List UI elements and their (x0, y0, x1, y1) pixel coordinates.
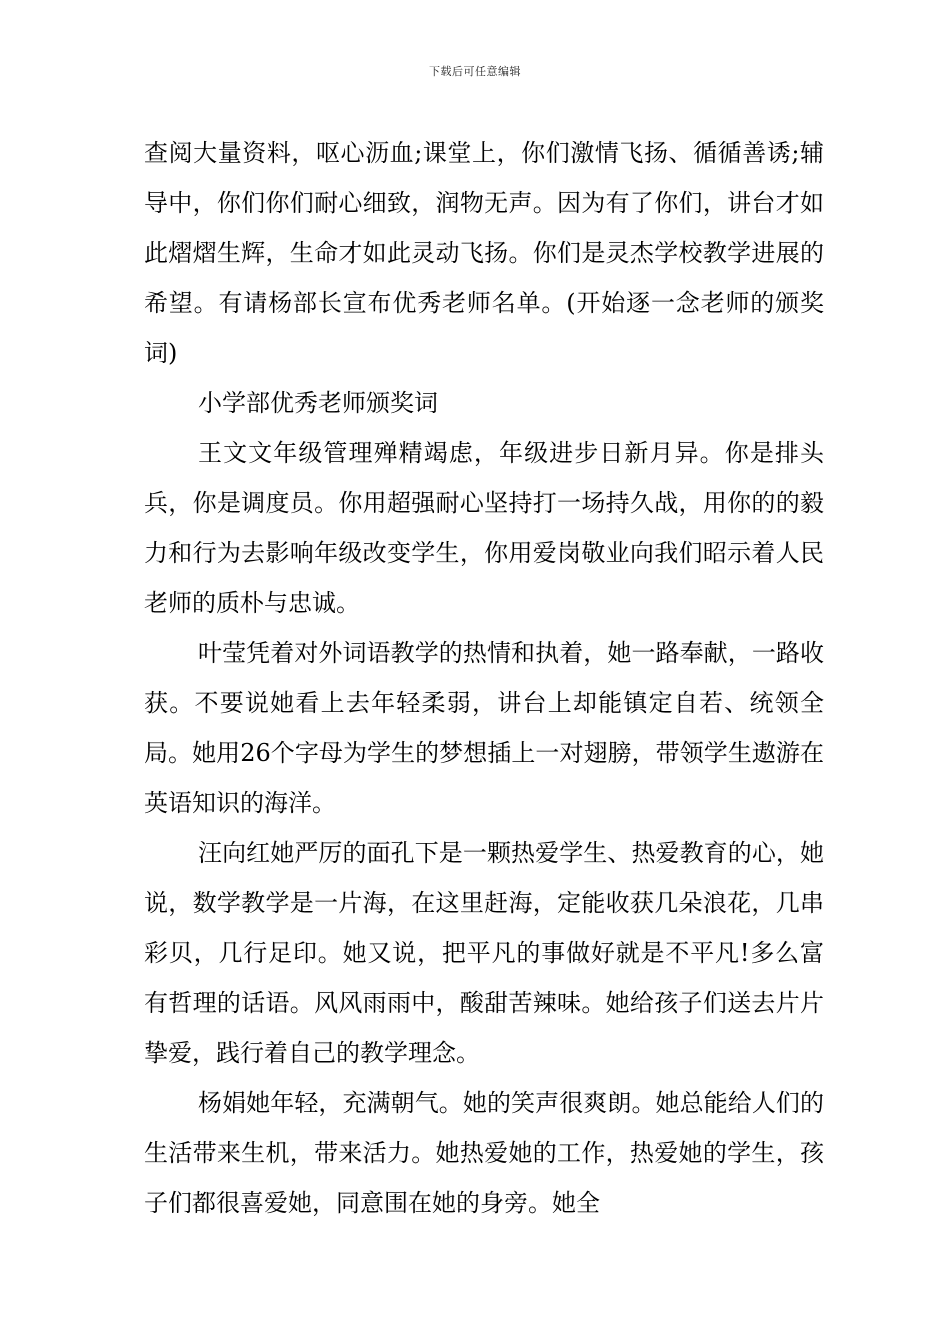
section-heading-awards: 小学部优秀老师颁奖词 (198, 389, 438, 417)
paragraph-award-yang: 杨娟她年轻，充满朝气。她的笑声很爽朗。她总能给人们的生活带来生机，带来活力。她热爱她的工作，热爱她的学生，孩子们都很喜爱她，同意围在她的身旁。她全 (144, 1089, 824, 1217)
paragraph-continuation: 查阅大量资料，呕心沥血;课堂上，你们激情飞扬、循循善诱;辅导中，你们你们耐心细致，润物无声。因为有了你们，讲台才如此熠熠生辉，生命才如此灵动飞扬。你们是灵杰学校教学进展的希望。有请杨部长宣布优秀老师名单。(开始逐一念老师的颁奖词) (144, 139, 824, 367)
paragraph-award-wang-xianghong: 汪向红她严厉的面孔下是一颗热爱学生、热爱教育的心，她说，数学教学是一片海，在这里赶海，定能收获几朵浪花，几串彩贝，几行足印。她又说，把平凡的事做好就是不平凡!多么富有哲理的话语。风风雨雨中，酸甜苦辣味。她给孩子们送去片片挚爱，践行着自己的教学理念。 (144, 839, 824, 1067)
paragraph-award-ye: 叶莹凭着对外词语教学的热情和执着，她一路奉献，一路收获。不要说她看上去年轻柔弱，讲台上却能镇定自若、统领全局。她用26个字母为学生的梦想插上一对翅膀，带领学生遨游在英语知识的海洋。 (144, 639, 824, 817)
page-header-note: 下载后可任意编辑 (429, 65, 521, 78)
paragraph-award-wang: 王文文年级管理殚精竭虑，年级进步日新月异。你是排头兵，你是调度员。你用超强耐心坚持打一场持久战，用你的的毅力和行为去影响年级改变学生，你用爱岗敬业向我们昭示着人民老师的质朴与忠诚。 (144, 439, 824, 617)
document-body (144, 128, 824, 1228)
